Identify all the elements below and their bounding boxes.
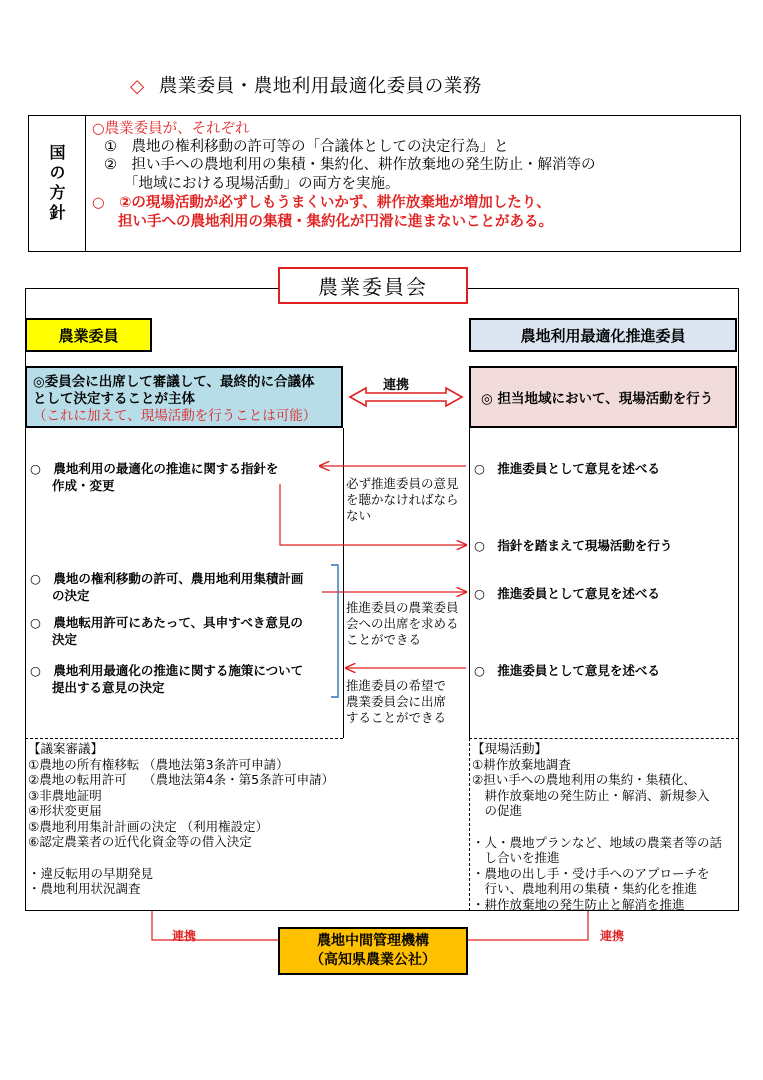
policy-line-3: ② 担い手への農地利用の集積・集約化、耕作放棄地の発生防止・解消等の <box>104 157 596 173</box>
left-list-item: ・農地利用状況調査 <box>28 881 141 896</box>
center-note-2-line-1: 推進委員の農業委員 <box>346 600 459 615</box>
right-item-1: ○ 推進委員として意見を述べる <box>474 461 660 476</box>
policy-label-text: 国の方針 <box>47 143 66 224</box>
left-list-item: ・違反転用の早期発見 <box>28 865 154 881</box>
right-list-item: し合いを推進 <box>472 850 560 865</box>
agri-role-line-1: ◎委員会に出席して審議して、最終的に合議体 <box>33 374 315 390</box>
right-list-item: 耕作放棄地の発生防止・解消、新規参入 <box>472 787 710 803</box>
policy-line-2: ① 農地の権利移動の許可等の「合議体としての決定行為」と <box>104 139 509 155</box>
center-note-1-line-2: を聴かなければなら <box>346 492 459 507</box>
right-list-item: ・人・農地プランなど、地域の農業者等の話 <box>472 834 723 850</box>
right-list-item: ・農地の出し手・受け手へのアプローチを <box>472 865 710 881</box>
arrow-guideline-to-activity <box>280 484 466 545</box>
agency-renkei-right: 連携 <box>600 929 625 943</box>
center-note-2-line-3: ことができる <box>346 632 422 647</box>
center-note-1-line-1: 必ず推進委員の意見 <box>346 476 459 491</box>
agri-role-line-3: （これに加えて、現場活動を行うことは可能） <box>33 408 317 424</box>
left-list-item: ②農地の転用許可 （農地法第4条・第5条許可申請） <box>28 772 335 787</box>
left-item-2-line-1: ○ 農地の権利移動の許可、農用地利用集積計画 <box>30 571 304 586</box>
right-list-item: ②担い手への農地利用の集約・集積化、 <box>472 772 696 787</box>
left-item-4-line-2: 提出する意見の決定 <box>52 680 165 695</box>
left-item-3-line-2: 決定 <box>52 632 78 647</box>
policy-line-1: ○農業委員が、それぞれ <box>92 121 250 137</box>
right-item-4: ○ 推進委員として意見を述べる <box>474 663 660 678</box>
renkei-label: 連携 <box>383 378 410 393</box>
right-list-item: の促進 <box>472 803 523 818</box>
left-list-item: ③非農地証明 <box>28 787 102 803</box>
agri-member-header: 農業委員 <box>25 318 152 352</box>
policy-line-5: ○ ②の現場活動が必ずしもうまくいかず、耕作放棄地が増加したり、 <box>92 195 551 211</box>
policy-line-6: 担い手への農地利用の集積・集約化が円滑に進まないことがある。 <box>118 214 553 230</box>
farmland-agency-box <box>278 927 468 975</box>
center-note-3-line-3: することができる <box>346 710 447 725</box>
promotion-role-text: ◎ 担当地域において、現場活動を行う <box>481 391 714 407</box>
agency-renkei-left: 連携 <box>172 929 197 943</box>
policy-line-4: 「地域における現場活動」の両方を実施。 <box>124 176 400 192</box>
left-list-item: ④形状変更届 <box>28 803 102 818</box>
center-note-3-line-1: 推進委員の希望で <box>346 678 447 693</box>
left-item-4-line-1: ○ 農地利用最適化の推進に関する施策について <box>30 663 304 678</box>
center-note-2-line-2: 会への出席を求める <box>346 616 459 631</box>
double-arrow-icon <box>350 388 462 406</box>
blue-bracket <box>331 565 338 697</box>
right-item-3: ○ 推進委員として意見を述べる <box>474 586 660 601</box>
right-list-item: ・耕作放棄地の発生防止と解消を推進 <box>472 896 685 912</box>
left-list-item: ①農地の所有権移転 （農地法第3条許可申請） <box>28 756 289 772</box>
page-title-text: 農業委員・農地利用最適化委員の業務 <box>158 76 482 97</box>
agency-connector-left <box>152 911 278 940</box>
right-list-item: ①耕作放棄地調査 <box>472 756 571 772</box>
left-list-item: ⑤農地利用集計計画の決定 （利用権設定） <box>28 818 269 834</box>
promotion-member-header: 農地利用最適化推進委員 <box>469 318 737 352</box>
left-list-item: 【議案審議】 <box>28 741 104 756</box>
center-note-3-line-2: 農業委員会に出席 <box>346 694 447 709</box>
left-item-1-line-1: ○ 農地利用の最適化の推進に関する指針を <box>30 461 279 476</box>
center-note-1-line-3: ない <box>346 508 372 523</box>
right-list-item: 【現場活動】 <box>472 741 548 756</box>
right-item-2: ○ 指針を踏まえて現場活動を行う <box>474 538 673 553</box>
left-item-1-line-2: 作成・変更 <box>52 478 115 493</box>
agency-subname: （高知県農業公社） <box>310 952 436 968</box>
diamond-icon: ◇ <box>130 76 145 97</box>
right-list-item: 行い、農地利用の集積・集約化を推進 <box>472 881 698 896</box>
left-item-2-line-2: の決定 <box>52 588 90 603</box>
council-title: 農業委員会 <box>278 267 468 304</box>
agency-connector-right <box>468 911 588 940</box>
agency-name: 農地中間管理機構 <box>317 933 429 949</box>
agri-role-line-2: として決定することが主体 <box>33 391 195 407</box>
left-item-3-line-1: ○ 農地転用許可にあたって、具申すべき意見の <box>30 615 303 630</box>
left-list-item: ⑥認定農業者の近代化資金等の借入決定 <box>28 834 252 849</box>
